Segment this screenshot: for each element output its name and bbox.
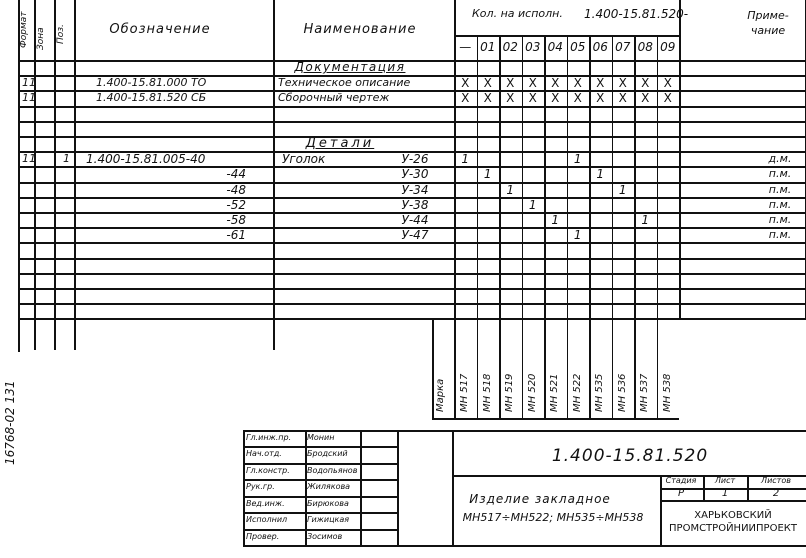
variant-header: —	[459, 40, 472, 54]
part-size: У-26	[401, 152, 429, 166]
organization-line-2: ПРОМСТРОЙНИИПРОЕКТ	[669, 523, 797, 534]
qty-mark: X	[641, 76, 650, 90]
marka-value: МН 535	[594, 373, 605, 412]
variant-header: 04	[547, 40, 563, 54]
part-name: Уголок	[282, 152, 326, 166]
part-size: У-38	[401, 198, 429, 212]
header-qty-code: 1.400-15.81.520-	[584, 7, 689, 21]
qty-mark: 1	[528, 198, 537, 212]
signature-role: Гл.констр.	[246, 465, 290, 475]
variant-header: 06	[592, 40, 608, 54]
part-size: У-47	[401, 228, 429, 242]
row-note: д.м.	[768, 152, 792, 165]
signature-role: Исполнил	[246, 515, 288, 525]
signature-name: Зосимов	[307, 531, 343, 541]
grid-line	[679, 0, 681, 318]
part-designation: -52	[226, 198, 246, 212]
grid-line	[273, 0, 275, 350]
marka-value: МН 537	[639, 373, 650, 412]
organization-line-1: ХАРЬКОВСКИЙ	[694, 510, 772, 521]
grid-line	[18, 258, 806, 260]
signature-name: Гижицкая	[307, 515, 350, 525]
grid-line	[18, 242, 806, 244]
sheet-value: 1	[721, 488, 729, 499]
grid-line	[243, 512, 397, 514]
row-note: п.м.	[768, 183, 792, 196]
header-note: Приме-	[747, 9, 789, 22]
part-size: У-30	[401, 167, 429, 181]
grid-line	[660, 500, 806, 502]
qty-mark: X	[663, 76, 672, 90]
qty-mark: X	[618, 91, 627, 105]
grid-line	[18, 288, 806, 290]
signature-role: Гл.инж.пр.	[246, 433, 292, 442]
signature-name: Монин	[307, 433, 335, 442]
stage-label: Стадия	[665, 476, 697, 485]
signature-role: Провер.	[246, 531, 280, 541]
part-designation: -61	[226, 228, 246, 242]
marka-label: Марка	[435, 378, 446, 412]
marka-value: МН 536	[616, 373, 628, 412]
header-bottom-line	[18, 60, 806, 62]
doc-designation: 1.400-15.81.000 ТО	[96, 76, 207, 89]
frame-left-line	[18, 0, 20, 352]
sheets-label: Листов	[761, 476, 791, 485]
section-parts: Детали	[305, 136, 375, 151]
qty-mark: X	[483, 91, 492, 105]
grid-line	[18, 106, 806, 108]
qty-mark: 1	[641, 213, 650, 227]
document-code: 1.400-15.81.520	[551, 446, 709, 466]
qty-mark: X	[483, 76, 492, 90]
qty-mark: X	[573, 91, 582, 105]
qty-mark: X	[528, 91, 537, 105]
qty-mark: 1	[483, 167, 492, 181]
part-designation: -58	[226, 213, 246, 227]
row-pos: 1	[63, 152, 70, 165]
qty-mark: 1	[573, 152, 582, 166]
qty-mark: X	[573, 76, 582, 90]
doc-name: Техническое описание	[278, 76, 411, 89]
header-format: Формат	[19, 11, 29, 48]
qty-mark: 1	[551, 213, 560, 227]
marka-value: МН 520	[526, 373, 538, 412]
qty-mark: X	[618, 76, 627, 90]
title-block-top-line	[243, 430, 806, 432]
section-documents: Документация	[294, 60, 406, 74]
variant-header: 01	[480, 40, 496, 54]
variant-header: 07	[615, 40, 631, 54]
sheets-value: 2	[772, 488, 780, 499]
grid-line	[243, 496, 397, 498]
marka-value: МН 538	[661, 373, 673, 412]
row-format: 11	[22, 91, 36, 104]
part-size: У-44	[401, 213, 429, 227]
signature-name: Бирюкова	[307, 498, 349, 508]
qty-mark: 1	[596, 167, 605, 181]
signature-name: Жилякова	[307, 482, 351, 492]
grid-line	[454, 0, 456, 418]
variant-header: 03	[525, 40, 541, 54]
row-note: п.м.	[768, 213, 792, 226]
header-designation: Обозначение	[109, 22, 211, 37]
header-pos: Поз.	[56, 24, 66, 44]
qty-mark: 1	[618, 183, 627, 197]
header-name: Наименование	[303, 22, 417, 37]
qty-mark: X	[528, 76, 537, 90]
doc-designation: 1.400-15.81.520 СБ	[96, 91, 207, 104]
signature-role: Нач.отд.	[246, 449, 282, 459]
row-note: п.м.	[768, 198, 792, 211]
title-line-1: Изделие закладное	[469, 492, 611, 506]
grid-line	[74, 0, 76, 350]
table-bottom-line	[18, 318, 806, 320]
row-note: п.м.	[768, 167, 792, 180]
part-size: У-34	[401, 183, 429, 197]
variant-header: 02	[502, 40, 518, 54]
qty-mark: X	[551, 76, 560, 90]
grid-line	[397, 430, 399, 545]
marka-value: МН 517	[459, 373, 470, 412]
grid-line	[18, 303, 806, 305]
part-designation: 1.400-15.81.005-40	[86, 152, 206, 166]
marka-value: МН 519	[504, 373, 515, 412]
sheet-label: Лист	[714, 476, 736, 485]
doc-name: Сборочный чертеж	[278, 91, 390, 104]
grid-line	[18, 273, 806, 275]
grid-line	[243, 479, 397, 481]
row-format: 11	[22, 76, 36, 89]
signature-role: Вед.инж.	[246, 498, 285, 508]
signature-name: Бродский	[307, 449, 348, 459]
qty-mark: X	[596, 91, 605, 105]
grid-line	[54, 0, 56, 350]
grid-line	[18, 121, 806, 123]
signature-role: Рук.гр.	[246, 482, 275, 492]
qty-mark: X	[641, 91, 650, 105]
part-designation: -44	[226, 167, 246, 181]
marka-bottom-line	[432, 418, 679, 420]
marka-value: МН 521	[549, 373, 560, 412]
title-code-line	[452, 475, 806, 477]
qty-mark: 1	[461, 152, 470, 166]
qty-mark: X	[551, 91, 560, 105]
qty-mark: X	[461, 91, 470, 105]
grid-line	[452, 430, 454, 545]
grid-line	[34, 0, 36, 350]
title-block-bottom-line	[243, 545, 806, 547]
grid-line	[660, 475, 662, 545]
grid-line	[243, 463, 397, 465]
qty-mark: 1	[573, 228, 582, 242]
header-zone: Зона	[36, 27, 46, 50]
row-format: 11	[22, 152, 36, 165]
qty-mark: X	[663, 91, 672, 105]
stage-value: Р	[677, 488, 685, 499]
marka-left-line	[432, 318, 434, 418]
grid-line	[243, 446, 397, 448]
grid-line	[18, 136, 806, 138]
variant-header: 09	[660, 40, 676, 54]
qty-mark: X	[506, 76, 515, 90]
marka-value: МН 522	[571, 373, 583, 412]
qty-mark: X	[461, 76, 470, 90]
variant-header: 05	[570, 40, 586, 54]
row-note: п.м.	[768, 228, 792, 241]
title-line-2: МН517÷МН522; МН535÷МН538	[462, 511, 644, 524]
qty-mark: X	[506, 91, 515, 105]
header-qty-label: Кол. на исполн.	[472, 7, 563, 20]
grid-line	[243, 529, 397, 531]
archive-code: 16768-02 131	[3, 380, 17, 465]
qty-mark: X	[596, 76, 605, 90]
marka-value: МН 518	[481, 373, 493, 412]
signature-name: Водопьянов	[307, 465, 358, 475]
variant-header: 08	[637, 40, 653, 54]
header-note-2: чание	[750, 24, 786, 37]
part-designation: -48	[226, 183, 246, 197]
qty-mark: 1	[506, 183, 515, 197]
